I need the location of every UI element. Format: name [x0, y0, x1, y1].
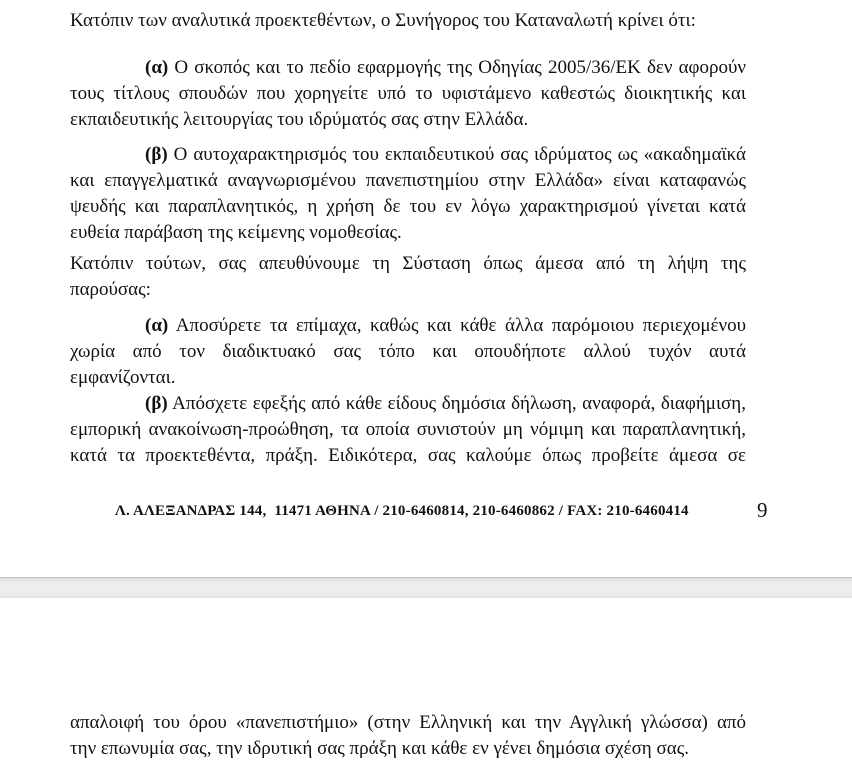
text-line: ψευδής και παραπλανητικός, η χρήση δε του εν λόγω χαρακτηρισμού γίνεται κατά	[70, 196, 746, 217]
text-line: και επαγγελματικά αναγνωρισμένου πανεπιστημίου στην Ελλάδα» είναι καταφανώς	[70, 170, 746, 191]
paragraph	[70, 313, 746, 391]
text-line: (β) Ο αυτοχαρακτηρισμός του εκπαιδευτικού σας ιδρύματος ως «ακαδημαϊκά	[145, 144, 746, 165]
text-line: (α) Ο σκοπός και το πεδίο εφαρμογής της Οδηγίας 2005/36/ΕΚ δεν αφορούν	[145, 57, 746, 78]
paragraph-marker: (β)	[145, 393, 168, 414]
text-line: παρούσας:	[70, 279, 151, 300]
text-line: ευθεία παράβαση της κείμενης νομοθεσίας.	[70, 222, 402, 243]
text-line: χωρία από τον διαδικτυακό σας τόπο και οπουδήποτε αλλού τυχόν αυτά	[70, 341, 746, 362]
page-separator	[0, 577, 852, 598]
text-line: (β) Απόσχετε εφεξής από κάθε είδους δημόσια δήλωση, αναφορά, διαφήμιση,	[145, 393, 746, 414]
footer-address: Λ. ΑΛΕΞΑΝΔΡΑΣ 144, 11471 ΑΘΗΝΑ / 210-6460814, 210-6460862 / FAX: 210-6460414	[115, 503, 689, 519]
text-line: απαλοιφή του όρου «πανεπιστήμιο» (στην Ελληνική και την Αγγλική γλώσσα) από	[70, 712, 746, 733]
text-line: τους τίτλους σπουδών που χορηγείτε υπό το υφιστάμενο καθεστώς διοικητικής και	[70, 83, 746, 104]
text-line: την επωνυμία σας, την ιδρυτική σας πράξη και κάθε εν γένει δημόσια σχέση σας.	[70, 738, 689, 759]
paragraph	[70, 8, 746, 34]
text-line: κατά τα προεκτεθέντα, πράξη. Ειδικότερα, σας καλούμε όπως προβείτε άμεσα σε	[70, 445, 746, 466]
text-line: εμπορική ανακοίνωση-προώθηση, τα οποία συνιστούν μη νόμιμη και παραπλανητική,	[70, 419, 746, 440]
paragraph	[70, 391, 746, 469]
page-9-text-block	[70, 8, 746, 469]
paragraph	[70, 710, 746, 762]
text-line: εμφανίζονται.	[70, 367, 176, 388]
paragraph	[70, 55, 746, 133]
paragraph-marker: (β)	[145, 144, 168, 165]
page-10	[0, 598, 852, 774]
paragraph	[70, 142, 746, 246]
text-line: (α) Αποσύρετε τα επίμαχα, καθώς και κάθε άλλα παρόμοιου περιεχομένου	[145, 315, 746, 336]
text-line: εκπαιδευτικής λειτουργίας του ιδρύματός σας στην Ελλάδα.	[70, 109, 529, 130]
text-line: Κατόπιν των αναλυτικά προεκτεθέντων, ο Συνήγορος του Καταναλωτή κρίνει ότι:	[70, 10, 696, 31]
paragraph-marker: (α)	[145, 315, 169, 336]
page-10-text-block	[70, 710, 746, 762]
paragraph-marker: (α)	[145, 57, 169, 78]
page-number: 9	[757, 498, 768, 522]
text-line: Κατόπιν τούτων, σας απευθύνουμε τη Σύσταση όπως άμεσα από τη λήψη της	[70, 253, 746, 274]
paragraph	[70, 251, 746, 303]
